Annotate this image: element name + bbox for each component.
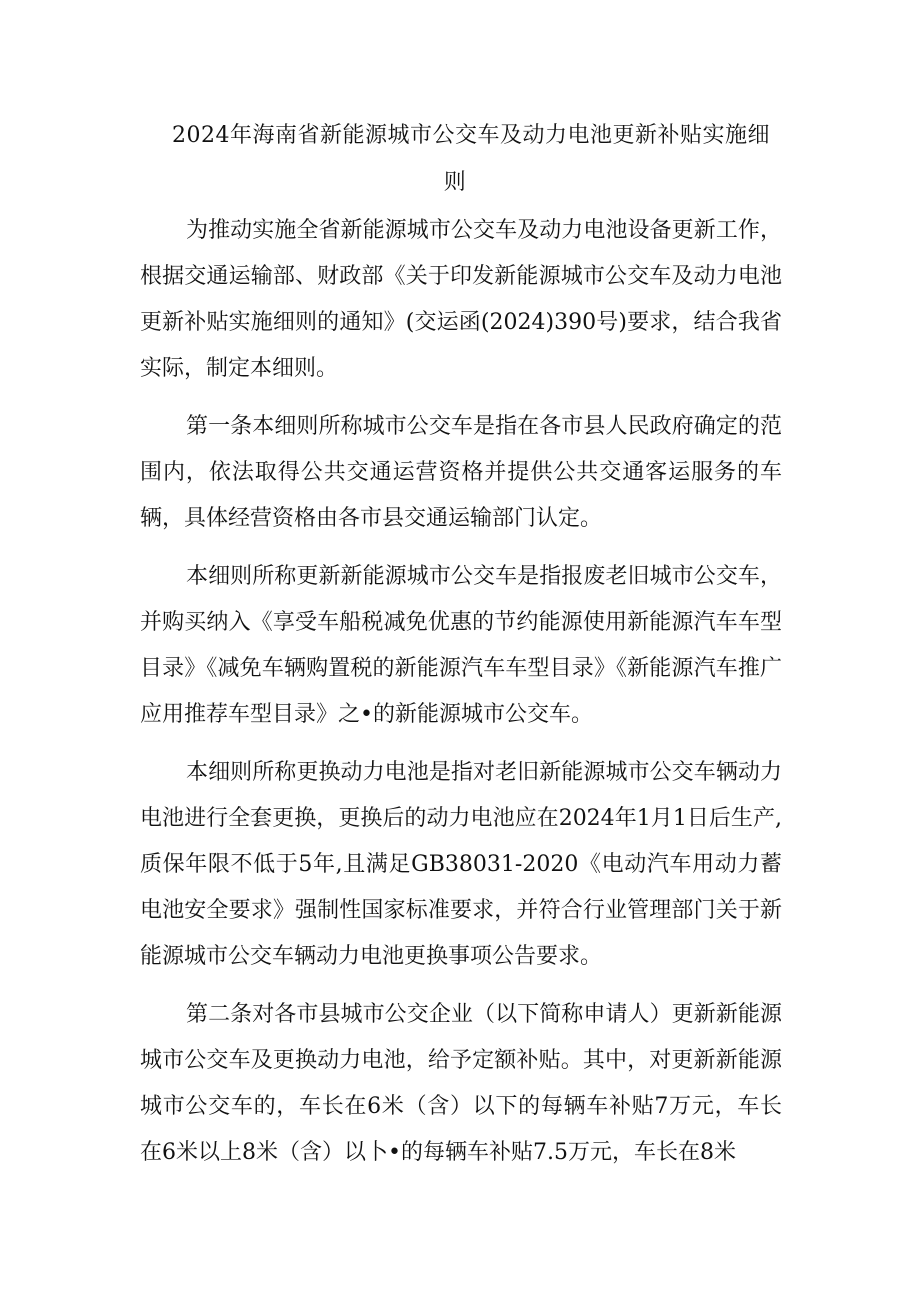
paragraph-article-1: 第一条本细则所称城市公交车是指在各市县人民政府确定的范围内，依法取得公共交通运营资格并提供公共交通客运服务的车辆，具体经营资格由各市县交通运输部门认定。 [140,414,782,531]
title-line-1: 2024年海南省新能源城市公交车及动力电池更新补贴实施细 [172,123,770,148]
document-title [140,112,800,206]
paragraph-article-2: 第二条对各市县城市公交企业（以下简称申请人）更新新能源城市公交车及更换动力电池，给予定额补贴。其中，对更新新能源城市公交车的，车长在6米（含）以下的每辆车补贴7万元，车长在6米以上8米（含）以卜•的每辆车补贴7.5万元，车长在8米 [140,1002,782,1165]
paragraph-battery-definition: 本细则所称更换动力电池是指对老旧新能源城市公交车辆动力电池进行全套更换，更换后的动力电池应在2024年1月1日后生产,质保年限不低于5年,且满足GB38031-2020《电动汽车用动力蓄电池安全要求》强制性国家标准要求，并符合行业管理部门关于新能源城市公交车辆动力电池更换事项公告要求。 [140,760,782,969]
paragraph-bus-definition: 本细则所称更新新能源城市公交车是指报废老旧城市公交车，并购买纳入《享受车船税减免优惠的节约能源使用新能源汽车车型目录》《减免车辆购置税的新能源汽车车型目录》《新能源汽车推广应用推荐车型目录》之•的新能源城市公交车。 [140,564,782,727]
title-line-2: 则 [443,170,467,195]
document-body [140,208,782,1188]
paragraph-intro: 为推动实施全省新能源城市公交车及动力电池设备更新工作，根据交通运输部、财政部《关于印发新能源城市公交车及动力电池更新补贴实施细则的通知》(交运函(2024)390号)要求，结合我省实际，制定本细则。 [140,218,782,381]
